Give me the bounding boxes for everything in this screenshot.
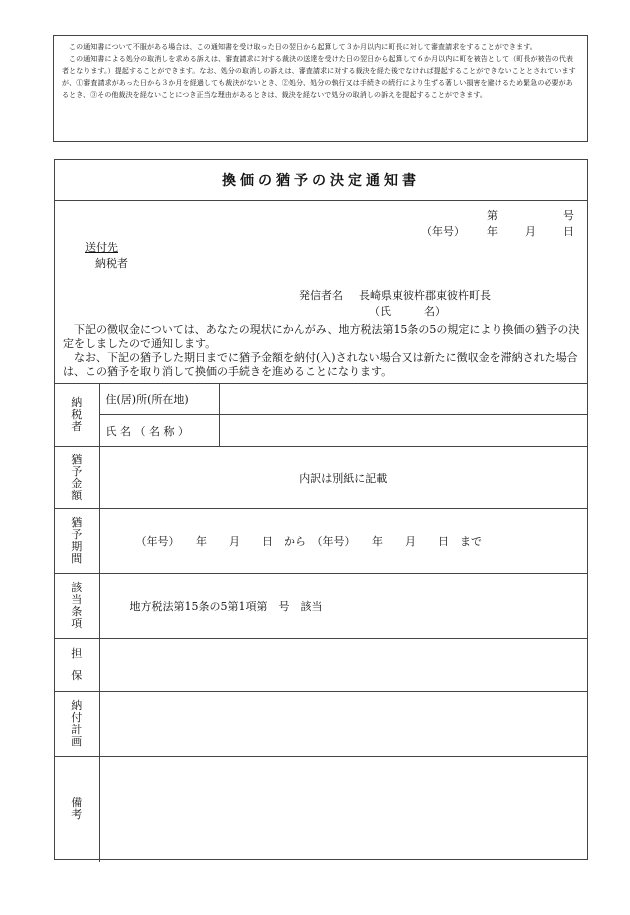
period-value: （年号） 年 月 日 から （年号） 年 月 日 まで	[99, 509, 587, 574]
details-table	[55, 383, 587, 862]
period-label: 猶 予 期 間	[55, 509, 99, 574]
form-title: 換価の猶予の決定通知書	[55, 160, 587, 201]
table-row	[55, 757, 587, 862]
number-suffix: 号	[563, 209, 574, 222]
payment-plan-field[interactable]	[99, 692, 587, 757]
name-label: 氏 名 （ 名 称 ）	[99, 415, 219, 447]
number-prefix: 第	[487, 209, 498, 222]
recipient-label: 納税者	[95, 257, 128, 270]
name-placeholder: （氏 名）	[369, 305, 446, 318]
address-label: 住(居)所(所在地)	[99, 384, 219, 415]
security-field[interactable]	[99, 639, 587, 692]
notification-form	[54, 159, 588, 860]
table-row	[55, 509, 587, 574]
table-row	[55, 415, 587, 447]
clause-label: 該 当 条 項	[55, 574, 99, 639]
form-header	[55, 201, 587, 383]
taxpayer-label: 納 税 者	[55, 384, 99, 447]
sender-label: 発信者名	[299, 289, 343, 302]
address-field[interactable]	[219, 384, 587, 415]
remarks-field[interactable]	[99, 757, 587, 862]
form-body-text	[63, 323, 583, 379]
date-year: 年	[487, 225, 498, 238]
table-row	[55, 692, 587, 757]
table-row	[55, 384, 587, 415]
amount-value: 内訳は別紙に記載	[99, 447, 587, 509]
date-era: （年号）	[421, 225, 465, 238]
appeal-notice-paragraph-2: この通知書による処分の取消しを求める訴えは、審査請求に対する裁決の送達を受けた日の翌日から起算して６か月以内に町を被告として（町長が被告の代表者となります。）提起することができます。なお、処分の取消しの訴えは、審査請求に対する裁決を経た後でなければ提起することができないこととされていますが、①審査請求があった日から３か月を経過しても裁決がないとき、②処分、処分の執行又は手続きの続行により生ずる著しい損害を避けるため緊急の必要があるとき、③その他裁決を経ないことにつき正当な理由があるときは、裁決を経ないで処分の取消しの訴えを提起することができます。	[62, 55, 576, 99]
clause-value: 地方税法第15条の5第1項第 号 該当	[99, 574, 587, 639]
payment-plan-label: 納 付 計 画	[55, 692, 99, 757]
appeal-notice-paragraph-1: この通知書について不服がある場合は、この通知書を受け取った日の翌日から起算して３か月以内に町長に対して審査請求をすることができます。	[69, 43, 537, 51]
recipient-heading: 送付先	[85, 241, 118, 254]
appeal-notice-box	[53, 35, 588, 142]
date-day: 日	[563, 225, 574, 238]
table-row	[55, 639, 587, 692]
remarks-label: 備 考	[55, 757, 99, 862]
sender-name: 長崎県東彼杵郡東彼杵町長	[359, 289, 491, 302]
date-month: 月	[525, 225, 536, 238]
body-paragraph-1: 下記の徴収金については、あなたの現状にかんがみ、地方税法第15条の5の規定により換価の猶予の決定をしましたので通知します。	[63, 323, 580, 350]
table-row	[55, 574, 587, 639]
security-label: 担 保	[55, 639, 99, 692]
table-row	[55, 447, 587, 509]
body-paragraph-2: なお、下記の猶予した期日までに猶予金額を納付(入)されない場合又は新たに徴収金を滞納された場合は、この猶予を取り消して換価の手続きを進めることになります。	[63, 351, 578, 378]
amount-label: 猶 予 金 額	[55, 447, 99, 509]
name-field[interactable]	[219, 415, 587, 447]
